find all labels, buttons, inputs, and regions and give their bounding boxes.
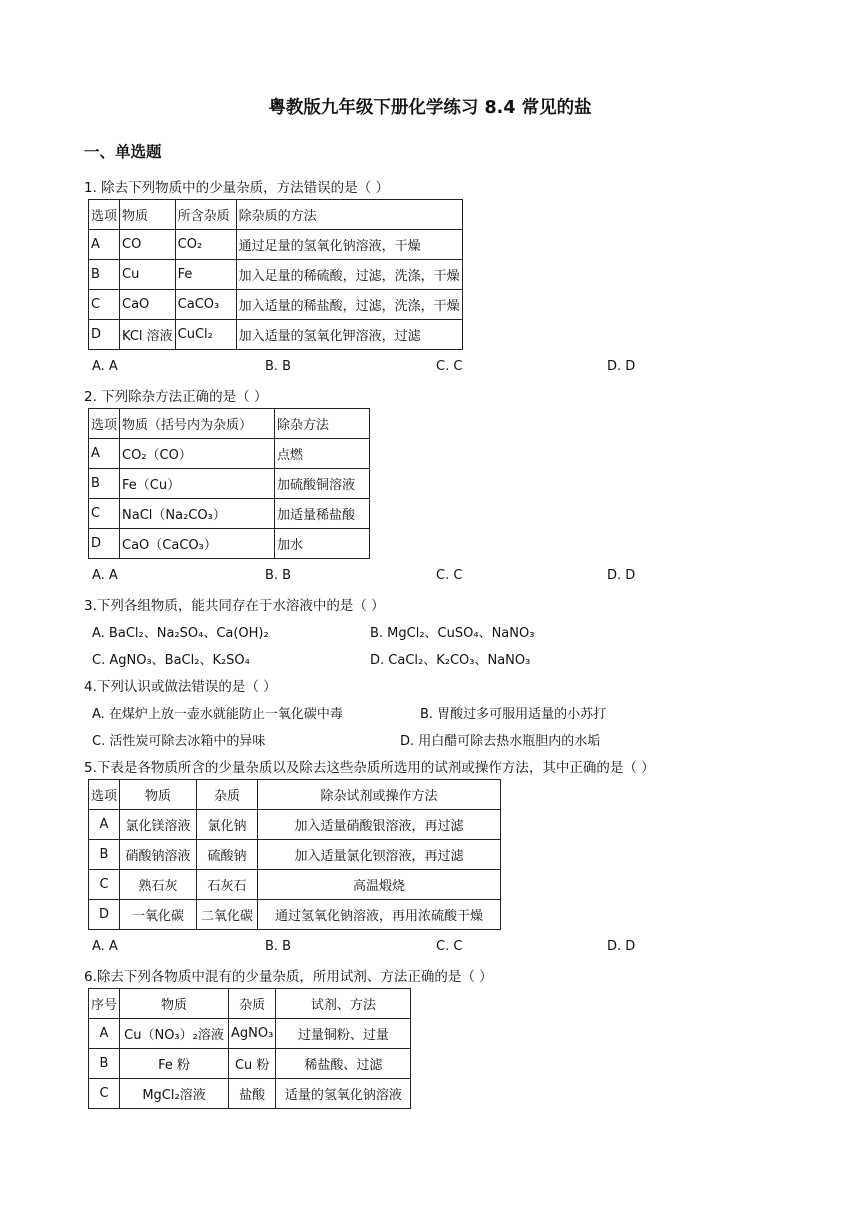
question-5-stem: 5.下表是各物质所含的少量杂质以及除去这些杂质所选用的试剂或操作方法，其中正确的是（ ） xyxy=(84,760,655,776)
table-cell: D xyxy=(89,320,120,350)
header-cell: 序号 xyxy=(89,989,120,1019)
table-cell: 氯化钠 xyxy=(197,810,258,840)
table-row xyxy=(89,1019,411,1049)
header-cell: 除杂方法 xyxy=(275,409,370,439)
table-cell: 加水 xyxy=(275,529,370,559)
table-cell: 通过足量的氢氧化钠溶液，干燥 xyxy=(236,230,462,260)
table-cell: CO xyxy=(120,230,176,260)
table-cell: NaCl（Na₂CO₃） xyxy=(120,499,275,529)
table-header-row xyxy=(89,989,411,1019)
table-cell: A xyxy=(89,1019,120,1049)
header-cell: 杂质 xyxy=(229,989,276,1019)
table-cell: CO₂ xyxy=(175,230,236,260)
header-cell: 物质（括号内为杂质） xyxy=(120,409,275,439)
table-cell: 一氧化碳 xyxy=(120,900,197,930)
table-cell: A xyxy=(89,439,120,469)
header-cell: 物质 xyxy=(120,200,176,230)
question-6-table xyxy=(88,988,411,1109)
question-5-table xyxy=(88,779,501,930)
option-a[interactable]: A. A xyxy=(92,359,118,374)
table-cell: AgNO₃ xyxy=(229,1019,276,1049)
table-header-row xyxy=(89,780,501,810)
header-cell: 选项 xyxy=(89,200,120,230)
table-row xyxy=(89,499,370,529)
table-cell: C xyxy=(89,499,120,529)
table-cell: 加入适量的氢氧化钾溶液，过滤 xyxy=(236,320,462,350)
table-cell: CaO xyxy=(120,290,176,320)
table-cell: C xyxy=(89,290,120,320)
table-cell: D xyxy=(89,900,120,930)
table-cell: A xyxy=(89,230,120,260)
table-cell: A xyxy=(89,810,120,840)
table-cell: 通过氢氧化钠溶液，再用浓硫酸干燥 xyxy=(258,900,501,930)
option-d[interactable]: D. D xyxy=(607,939,636,954)
option-b[interactable]: B. B xyxy=(265,939,292,954)
table-row xyxy=(89,439,370,469)
table-cell: Cu（NO₃）₂溶液 xyxy=(120,1019,229,1049)
header-cell: 选项 xyxy=(89,409,120,439)
option-c[interactable]: C. C xyxy=(436,568,463,583)
table-row xyxy=(89,230,463,260)
header-cell: 除杂质的方法 xyxy=(236,200,462,230)
table-cell: Fe（Cu） xyxy=(120,469,275,499)
table-cell: Cu xyxy=(120,260,176,290)
table-cell: CO₂（CO） xyxy=(120,439,275,469)
table-cell: D xyxy=(89,529,120,559)
table-row xyxy=(89,529,370,559)
option-d[interactable]: D. D xyxy=(607,359,636,374)
table-cell: CaO（CaCO₃） xyxy=(120,529,275,559)
option-d[interactable]: D. 用白醋可除去热水瓶胆内的水垢 xyxy=(400,734,601,749)
option-a[interactable]: A. BaCl₂、Na₂SO₄、Ca(OH)₂ xyxy=(92,626,269,641)
table-cell: 石灰石 xyxy=(197,870,258,900)
table-header-row xyxy=(89,200,463,230)
table-cell: CaCO₃ xyxy=(175,290,236,320)
table-cell: B xyxy=(89,469,120,499)
table-cell: KCl 溶液 xyxy=(120,320,176,350)
header-cell: 物质 xyxy=(120,780,197,810)
option-a[interactable]: A. 在煤炉上放一壶水就能防止一氧化碳中毒 xyxy=(92,707,343,722)
table-cell: C xyxy=(89,870,120,900)
option-c[interactable]: C. 活性炭可除去冰箱中的异味 xyxy=(92,734,266,749)
table-cell: Fe 粉 xyxy=(120,1049,229,1079)
option-b[interactable]: B. B xyxy=(265,568,292,583)
table-row xyxy=(89,900,501,930)
question-2-table xyxy=(88,408,370,559)
table-cell: 加入适量的稀盐酸，过滤，洗涤，干燥 xyxy=(236,290,462,320)
option-c[interactable]: C. AgNO₃、BaCl₂、K₂SO₄ xyxy=(92,653,250,668)
table-row xyxy=(89,260,463,290)
table-cell: 二氧化碳 xyxy=(197,900,258,930)
table-row xyxy=(89,469,370,499)
table-cell: MgCl₂溶液 xyxy=(120,1079,229,1109)
table-cell: 硝酸钠溶液 xyxy=(120,840,197,870)
option-d[interactable]: D. D xyxy=(607,568,636,583)
table-cell: 点燃 xyxy=(275,439,370,469)
table-header-row xyxy=(89,409,370,439)
table-cell: 适量的氢氧化钠溶液 xyxy=(276,1079,411,1109)
option-d[interactable]: D. CaCl₂、K₂CO₃、NaNO₃ xyxy=(370,653,531,668)
table-cell: B xyxy=(89,840,120,870)
table-cell: 高温煅烧 xyxy=(258,870,501,900)
option-b[interactable]: B. 胃酸过多可服用适量的小苏打 xyxy=(420,707,607,722)
table-cell: C xyxy=(89,1079,120,1109)
header-cell: 选项 xyxy=(89,780,120,810)
table-cell: B xyxy=(89,1049,120,1079)
question-1-stem: 1. 除去下列物质中的少量杂质，方法错误的是（ ） xyxy=(84,180,389,196)
option-c[interactable]: C. C xyxy=(436,359,463,374)
table-cell: 氯化镁溶液 xyxy=(120,810,197,840)
header-cell: 杂质 xyxy=(197,780,258,810)
question-2-stem: 2. 下列除杂方法正确的是（ ） xyxy=(84,389,268,405)
table-cell: 加硫酸铜溶液 xyxy=(275,469,370,499)
table-cell: 加入适量硝酸银溶液，再过滤 xyxy=(258,810,501,840)
question-1-table xyxy=(88,199,463,350)
table-cell: Fe xyxy=(175,260,236,290)
question-6-stem: 6.除去下列各物质中混有的少量杂质，所用试剂、方法正确的是（ ） xyxy=(84,969,493,985)
table-cell: 盐酸 xyxy=(229,1079,276,1109)
table-cell: 加入适量氯化钡溶液，再过滤 xyxy=(258,840,501,870)
header-cell: 除杂试剂或操作方法 xyxy=(258,780,501,810)
table-row xyxy=(89,1049,411,1079)
table-cell: 熟石灰 xyxy=(120,870,197,900)
option-c[interactable]: C. C xyxy=(436,939,463,954)
table-row xyxy=(89,1079,411,1109)
table-cell: 加入足量的稀硫酸，过滤，洗涤，干燥 xyxy=(236,260,462,290)
question-4-stem: 4.下列认识或做法错误的是（ ） xyxy=(84,679,277,695)
table-cell: Cu 粉 xyxy=(229,1049,276,1079)
question-3-stem: 3.下列各组物质，能共同存在于水溶液中的是（ ） xyxy=(84,598,385,614)
option-a[interactable]: A. A xyxy=(92,939,118,954)
section-heading: 一、单选题 xyxy=(84,143,162,161)
table-row xyxy=(89,870,501,900)
table-row xyxy=(89,320,463,350)
table-cell: CuCl₂ xyxy=(175,320,236,350)
option-a[interactable]: A. A xyxy=(92,568,118,583)
option-b[interactable]: B. MgCl₂、CuSO₄、NaNO₃ xyxy=(370,626,535,641)
table-cell: 稀盐酸、过滤 xyxy=(276,1049,411,1079)
header-cell: 试剂、方法 xyxy=(276,989,411,1019)
table-cell: B xyxy=(89,260,120,290)
table-row xyxy=(89,810,501,840)
header-cell: 物质 xyxy=(120,989,229,1019)
table-cell: 过量铜粉、过量 xyxy=(276,1019,411,1049)
page-title: 粤教版九年级下册化学练习 8.4 常见的盐 xyxy=(268,98,592,118)
table-cell: 加适量稀盐酸 xyxy=(275,499,370,529)
table-row xyxy=(89,840,501,870)
table-row xyxy=(89,290,463,320)
table-cell: 硫酸钠 xyxy=(197,840,258,870)
header-cell: 所含杂质 xyxy=(175,200,236,230)
option-b[interactable]: B. B xyxy=(265,359,292,374)
